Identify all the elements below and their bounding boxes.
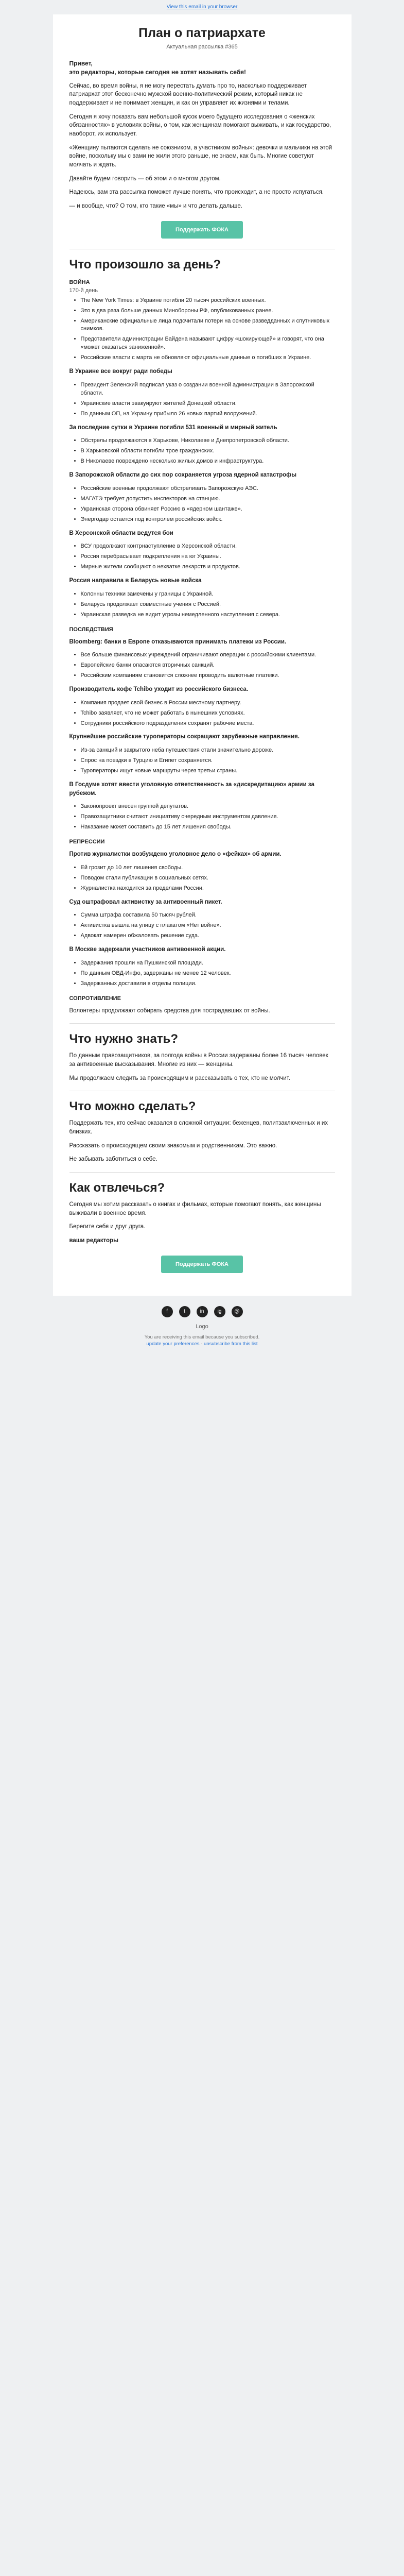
greeting: Привет, это редакторы, которые сегодня не хотят называть себя! [69, 60, 246, 76]
list-item: • Россия перебрасывает подкрепления на юг Украины. [81, 553, 335, 561]
page-subtitle: Актуальная рассылка #365 [166, 44, 238, 50]
list-item: • Из-за санкций и закрытого неба путешествия стали значительно дороже. [81, 747, 335, 755]
news-list [81, 297, 335, 363]
list-item: • Европейские банки опасаются вторичных санкций. [81, 662, 335, 670]
section-title: Как отвлечься? [69, 1180, 165, 1195]
email-icon[interactable]: @ [232, 1306, 243, 1317]
list-item: • Представители администрации Байдена называют цифру «шокирующей» и говорят, что она «может оказаться заниженной». [81, 335, 335, 352]
paragraph: Не забывать заботиться о себе. [69, 1156, 157, 1163]
list-item: • Российские власти с марта не обновляют официальные данные о погибших в Украине. [81, 354, 335, 362]
news-list [81, 485, 335, 524]
news-list [81, 437, 335, 466]
news-heading: В Запорожской области до сих пор сохраняется угроза ядерной катастрофы [69, 472, 297, 479]
list-item: • Российские военные продолжают обстреливать Запорожскую АЭС. [81, 485, 335, 493]
list-item: • Энергодар остается под контролем российских войск. [81, 516, 335, 524]
instagram-icon[interactable]: ig [214, 1306, 225, 1317]
section-title: Что нужно знать? [69, 1032, 179, 1046]
list-item: • Правозащитники считают инициативу очередным инструментом давления. [81, 813, 335, 821]
news-list [81, 911, 335, 940]
support-button[interactable]: Поддержать ФОКА [161, 221, 243, 239]
list-item: • Украинские власти эвакуируют жителей Донецкой области. [81, 400, 335, 408]
list-item: • Задержания прошли на Пушкинской площади. [81, 959, 335, 968]
divider [69, 1023, 335, 1024]
list-item: • The New York Times: в Украине погибли 20 тысяч российских военных. [81, 297, 335, 305]
page-title: План о патриархате [138, 26, 266, 40]
list-item: • ВСУ продолжают контрнаступление в Херсонской области. [81, 543, 335, 551]
news-list [81, 747, 335, 775]
list-item: • Сотрудники российского подразделения сохранят рабочие места. [81, 720, 335, 728]
intro-paragraph: Надеюсь, вам эта рассылка поможет лучше понять, что происходит, а не просто испугаться. [69, 189, 324, 196]
news-list [81, 864, 335, 893]
section-title: Что можно сделать? [69, 1099, 196, 1114]
list-item: • МАГАТЭ требует допустить инспекторов на станцию. [81, 495, 335, 503]
news-list [81, 803, 335, 832]
paragraph: Волонтеры продолжают собирать средства для пострадавших от войны. [69, 1007, 270, 1014]
list-item: • По данным ОП, на Украину прибыло 26 новых партий вооружений. [81, 410, 335, 418]
news-heading: В Москве задержали участников антивоенной акции. [69, 946, 226, 953]
top-bar [0, 0, 404, 14]
list-item: • Активистка вышла на улицу с плакатом «Нет войне». [81, 922, 335, 930]
list-item: • Адвокат намерен обжаловать решение суда. [81, 932, 335, 940]
news-heading: За последние сутки в Украине погибли 531 военный и мирный житель [69, 424, 277, 431]
news-heading: Производитель кофе Tchibo уходит из российского бизнеса. [69, 686, 249, 692]
list-item: • Сумма штрафа составила 50 тысяч рублей. [81, 911, 335, 920]
paragraph: Рассказать о происходящем своим знакомым и родственникам. Это важно. [69, 1142, 277, 1149]
intro-paragraph: — и вообще, что? О том, кто такие «мы» и что делать дальше. [69, 202, 242, 209]
footer-text: You are receiving this email because you subscribed. update your preferences · unsubscribe from this list [144, 1334, 260, 1347]
list-item: • По данным ОВД-Инфо, задержаны не менее 12 человек. [81, 970, 335, 978]
paragraph: Поддержать тех, кто сейчас оказался в сложной ситуации: беженцев, политзаключенных и их близких. [69, 1120, 328, 1135]
paragraph: Берегите себя и друг друга. [69, 1224, 146, 1230]
section-title: Что произошло за день? [69, 257, 221, 272]
preferences-link[interactable]: update your preferences [146, 1341, 200, 1347]
news-list [81, 590, 335, 619]
list-item: • Спрос на поездки в Турцию и Египет сохраняется. [81, 757, 335, 765]
facebook-icon[interactable]: f [162, 1306, 173, 1317]
news-heading: В Херсонской области ведутся бои [69, 530, 173, 536]
list-item: • Украинская сторона обвиняет Россию в «ядерном шантаже». [81, 505, 335, 514]
news-heading: Против журналистки возбуждено уголовное дело о «фейках» об армии. [69, 851, 282, 858]
twitter-icon[interactable]: t [179, 1306, 190, 1317]
intro-paragraph: Сегодня я хочу показать вам небольшой кусок моего будущего исследования о «женских обязанностях» в условиях войны, о том, как женщинам помогают выживать, и как государство, наоборот, их использует. [69, 113, 331, 137]
list-item: • Поводом стали публикации в социальных сетях. [81, 874, 335, 883]
intro-paragraph: «Женщину пытаются сделать не союзником, а участником войны»: девочки и мальчики на этой войне, поскольку мы с вами не жили этого раньше, не знаем, как быть. Многие советуют молчать и ждать. [69, 144, 332, 168]
list-item: • Наказание может составить до 15 лет лишения свободы. [81, 823, 335, 832]
list-item: • Компания продает свой бизнес в России местному партнеру. [81, 699, 335, 707]
list-item: • Американские официальные лица подсчитали потери на основе разведданных и спутниковых снимков. [81, 317, 335, 334]
paragraph: Мы продолжаем следить за происходящим и рассказывать о тех, кто не молчит. [69, 1075, 290, 1081]
list-item: • Беларусь продолжает совместные учения с Россией. [81, 601, 335, 609]
list-item: • Это в два раза больше данных Минобороны РФ, опубликованных ранее. [81, 307, 335, 315]
news-list [81, 381, 335, 418]
cta-wrap [69, 1256, 335, 1273]
unsubscribe-link[interactable]: unsubscribe from this list [203, 1341, 258, 1347]
list-item: • Журналистка находится за пределами России. [81, 885, 335, 893]
news-list [81, 543, 335, 571]
list-item: • Все больше финансовых учреждений ограничивают операции с российскими клиентами. [81, 651, 335, 659]
list-item: • Задержанных доставили в отделы полиции. [81, 980, 335, 988]
view-in-browser-link[interactable]: View this email in your browser [166, 4, 238, 10]
email-card [53, 14, 352, 1296]
paragraph: По данным правозащитников, за полгода войны в России задержаны более 16 тысяч человек за антивоенные высказывания. Многие из них — женщины. [69, 1053, 328, 1067]
divider [69, 1172, 335, 1173]
section-label: ПОСЛЕДСТВИЯ [69, 626, 113, 633]
news-heading: Суд оштрафовал активистку за антивоенный пикет. [69, 899, 222, 905]
news-list [81, 959, 335, 988]
section-label: СОПРОТИВЛЕНИЕ [69, 995, 121, 1002]
footer-logo: Logo [196, 1323, 208, 1330]
list-item: • В Николаеве повреждено несколько жилых домов и инфраструктура. [81, 457, 335, 466]
list-item: • Обстрелы продолжаются в Харькове, Николаеве и Днепропетровской области. [81, 437, 335, 445]
cta-wrap [69, 221, 335, 239]
list-item: • Колонны техники замечены у границы с Украиной. [81, 590, 335, 599]
news-list [81, 651, 335, 680]
news-list [81, 699, 335, 728]
list-item: • Президент Зеленский подписал указ о создании военной администрации в Запорожской области. [81, 381, 335, 398]
footer [0, 1296, 404, 1363]
news-heading: Крупнейшие российские туроператоры сокращают зарубежные направления. [69, 734, 300, 740]
list-item: • В Харьковской области погибли трое гражданских. [81, 447, 335, 455]
linkedin-icon[interactable]: in [197, 1306, 208, 1317]
intro-paragraph: Давайте будем говорить — об этом и о многом другом. [69, 175, 221, 182]
section-label: ВОЙНА [69, 279, 90, 285]
news-heading: Bloomberg: банки в Европе отказываются принимать платежи из России. [69, 638, 287, 645]
list-item: • Ей грозит до 10 лет лишения свободы. [81, 864, 335, 872]
list-item: • Туроператоры ищут новые маршруты через третьи страны. [81, 767, 335, 775]
social-links [0, 1306, 404, 1317]
support-button[interactable]: Поддержать ФОКА [161, 1256, 243, 1273]
war-day: 170-й день [69, 287, 98, 294]
list-item: • Мирные жители сообщают о нехватке лекарств и продуктов. [81, 563, 335, 571]
list-item: • Tchibo заявляет, что не может работать в нынешних условиях. [81, 709, 335, 718]
list-item: • Украинская разведка не видит угрозы немедленного наступления с севера. [81, 611, 335, 619]
signoff: ваши редакторы [69, 1237, 118, 1244]
intro-paragraph: Сейчас, во время войны, я не могу перестать думать про то, насколько поддерживает патриархат этот бесконечно мужской военно-политический режим, который никак не поддерживает и не понимает женщин, и как он управляет их жизнями и телами. [69, 82, 307, 106]
section-label: РЕПРЕССИИ [69, 839, 105, 845]
list-item: • Законопроект внесен группой депутатов. [81, 803, 335, 811]
news-heading: В Госдуме хотят ввести уголовную ответственность за «дискредитацию» армии за рубежом. [69, 781, 314, 796]
news-heading: В Украине все вокруг ради победы [69, 368, 172, 375]
list-item: • Российским компаниям становится сложнее проводить валютные платежи. [81, 672, 335, 680]
news-heading: Россия направила в Беларусь новые войска [69, 578, 202, 584]
paragraph: Сегодня мы хотим рассказать о книгах и фильмах, которые помогают понять, как женщины выживали в военное время. [69, 1201, 321, 1216]
